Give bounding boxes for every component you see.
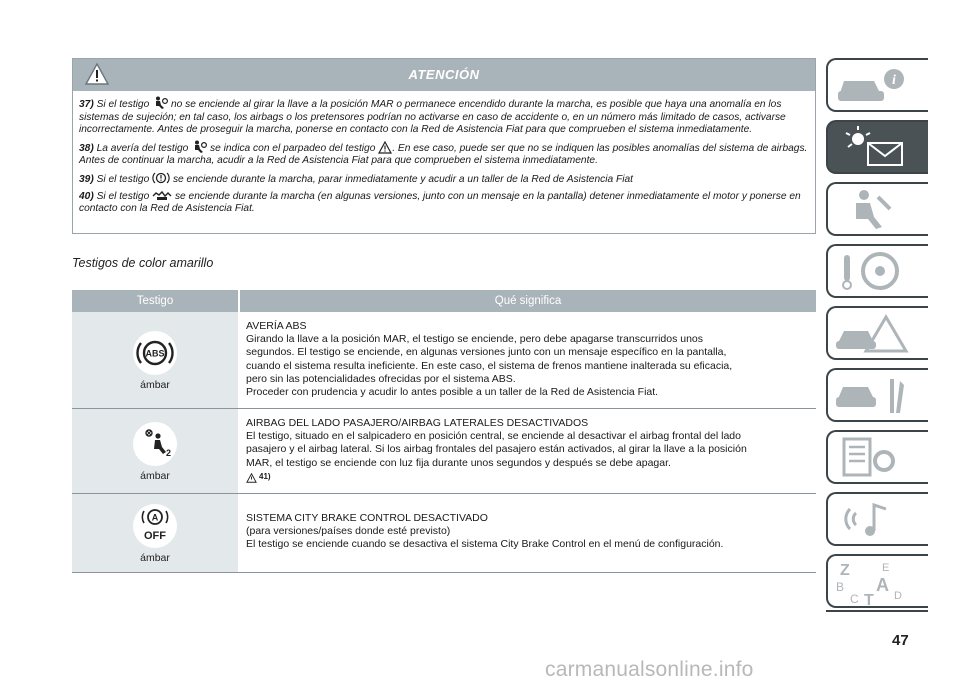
watermark: carmanualsonline.info [545,658,754,681]
airbag-warning-icon [191,140,207,154]
tab-index[interactable] [826,554,928,608]
warning-light-envelope-icon [834,125,914,171]
svg-text:C: C [850,592,859,605]
warning-item-40: 40) Si el testigo se enciende durante la marcha (en algunas versiones, junto con un mensaje en la pantalla) detener inmediatamente el motor y ponerse en contacto con la Red de Asistencia Fiat. [79,190,801,215]
svg-text:T: T [864,592,874,605]
warning-triangle-icon [246,473,257,483]
warning-title: ATENCIÓN [408,67,480,82]
description-cell: AIRBAG DEL LADO PASAJERO/AIRBAG LATERALES DESACTIVADOS El testigo, situado en el salpicadero en posición central, se enciende al desactivar el airbag frontal del lado pasajero y el airbag lateral. Si los airbag frontales del pasajero están activados, al girar la llave a la posición MAR, el testigo se enciende con luz fija durante unos segundos y después se debe apagar. 41) [238,409,816,493]
table-row [72,494,816,573]
tab-emergency[interactable] [826,306,928,360]
document-gear-icon [834,435,914,481]
svg-text:B: B [836,580,845,594]
reference-note: 41) [246,470,808,484]
section-title: Testigos de color amarillo [72,256,214,270]
svg-text:A: A [876,575,889,595]
warning-box [72,58,816,234]
warning-item-38: 38) La avería del testigo se indica con el parpadeo del testigo . En ese caso, puede ser que no se indiquen las posibles anomalías del sistema de airbags. Antes de continuar la marcha, acudir a la Red de Asistencia Fiat para que comprueben el sistema inmediatamente. [79,140,809,168]
warning-item-39: 39) Si el testigo se enciende durante la marcha, parar inmediatamente y acudir a un taller de la Red de Asistencia Fiat [79,171,809,187]
tab-knowing-the-car[interactable] [826,58,928,112]
car-info-icon [834,63,914,109]
warning-lights-table [72,290,816,573]
music-signal-icon [834,497,914,543]
warning-item-37: 37) Si el testigo no se enciende al girar la llave a la posición MAR o permanece encendido durante la marcha, es posible que haya una anomalía en los sistemas de sujeción; en tal caso, los airbags o los pretensores podrían no activarse en caso de accidente o, en un número más limitado de casos, activarse incorrectamente. Antes de proseguir la marcha, ponerse en contacto con la Red de Asistencia Fiat para que comprueben el sistema inmediatamente. [79,96,809,137]
airbag-warning-icon [152,96,168,110]
tab-starting-driving[interactable] [826,244,928,298]
table-header [72,290,816,312]
tab-safety[interactable] [826,182,928,236]
svg-text:i: i [892,73,896,88]
page-number: 47 [892,632,909,649]
icon-cell [72,409,238,493]
tab-instrument-panel[interactable] [826,120,928,174]
color-label: ámbar [140,551,170,564]
tab-maintenance[interactable] [826,368,928,422]
accident-triangle-icon [834,311,914,357]
abs-warning-icon [132,330,178,376]
icon-cell [72,494,238,572]
alphabet-index-icon [834,559,914,605]
seat-airbag-icon [834,187,914,233]
svg-text:2: 2 [166,447,172,458]
description-cell: AVERÍA ABS Girando la llave a la posición MAR, el testigo se enciende, pero debe apagarse transcurridos unos segundos. El testigo se enciende, en algunas versiones junto con un mensaje específico en la pantalla, cuando el sistema resulta ineficiente. En este caso, el sistema de frenos mantiene inalterada su eficacia, pero sin las potencialidades ofrecidas por el sistema ABS. Proceder con prudencia y acudir lo antes posible a un taller de la Red de Asistencia Fiat. [246,320,733,399]
header-testigo: Testigo [136,295,174,307]
svg-text:A: A [151,512,159,522]
warning-header [73,59,815,91]
svg-text:ABS: ABS [145,348,165,358]
warning-body [73,91,815,216]
general-warning-icon [378,141,392,154]
svg-text:Z: Z [840,562,850,579]
tab-multimedia[interactable] [826,492,928,546]
svg-text:D: D [894,590,902,602]
tab-technical-data[interactable] [826,430,928,484]
table-row [72,409,816,494]
color-label: ámbar [140,378,170,391]
description-cell: SISTEMA CITY BRAKE CONTROL DESACTIVADO (para versiones/países donde esté previsto) El testigo se enciende cuando se desactiva el sistema City Brake Control en el menú de configuración. [246,512,724,551]
icon-cell [72,312,238,408]
color-label: ámbar [140,469,170,482]
steering-wheel-icon [834,249,914,295]
svg-text:OFF: OFF [144,529,166,542]
brake-system-icon [152,171,170,185]
engine-fault-icon [152,190,172,202]
svg-text:E: E [882,562,890,574]
table-row [72,312,816,409]
city-brake-off-icon [132,503,178,549]
sidebar-bottom-line [826,610,928,612]
car-wrench-icon [834,373,914,419]
header-que-significa: Qué significa [238,290,816,312]
airbag-off-icon [132,421,178,467]
